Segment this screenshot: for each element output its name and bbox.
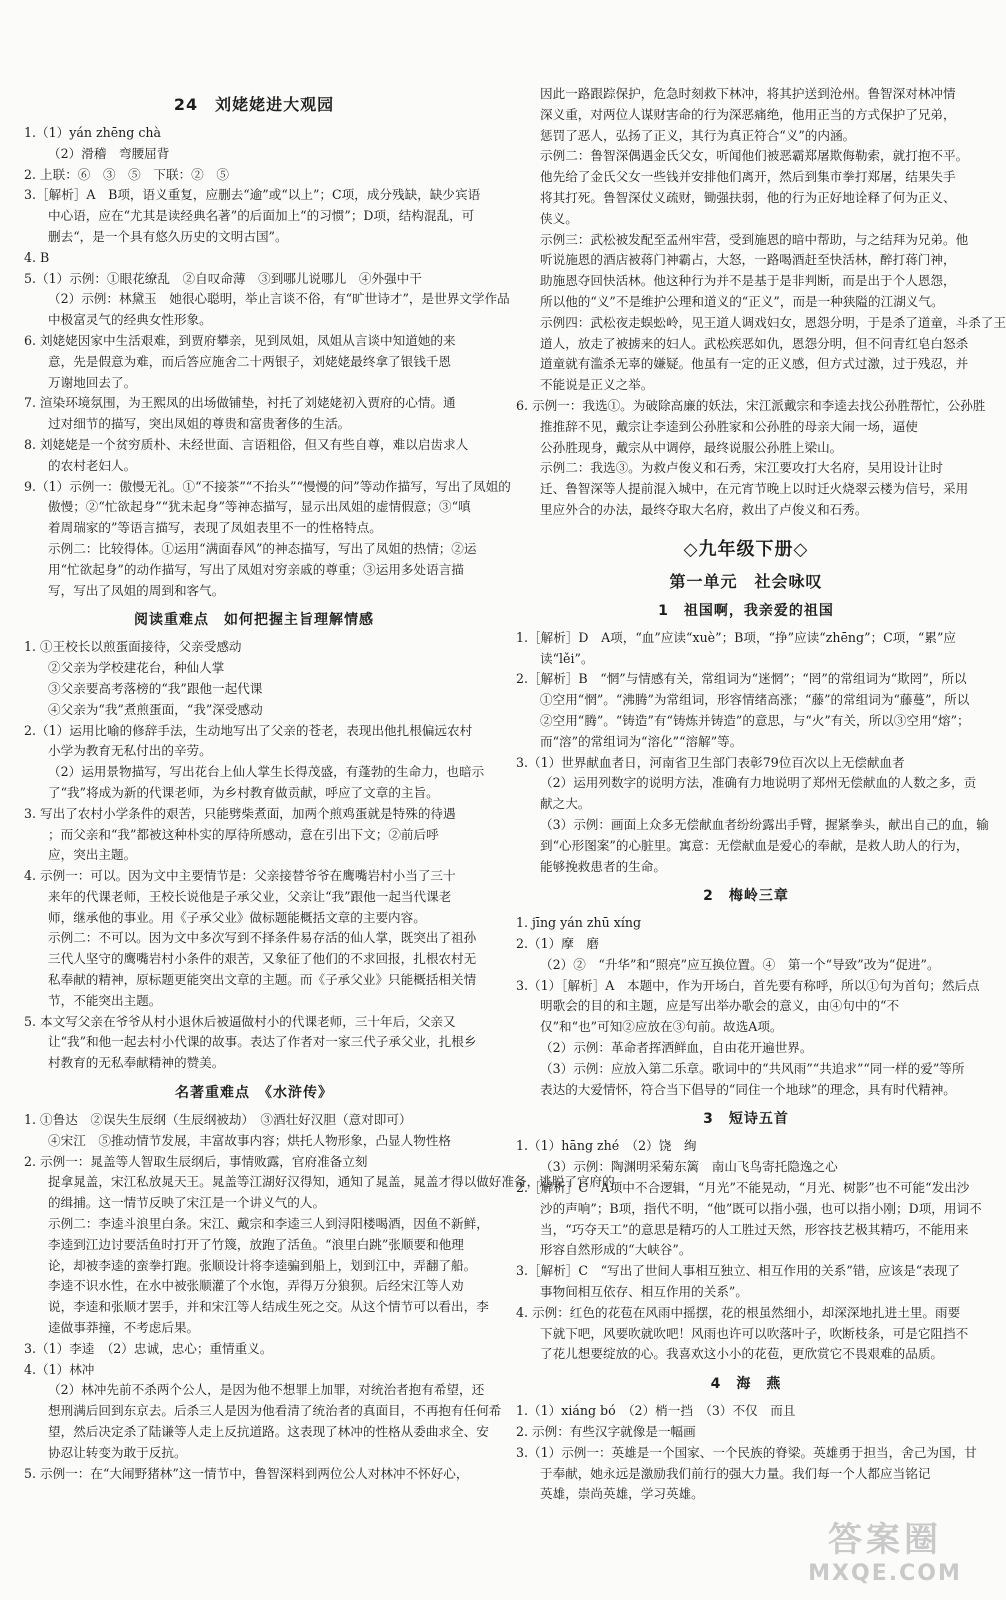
answer-line: 想刑满后回到东京去。后杀三人是因为他看清了统治者的真面目，不再抱有任何希 xyxy=(48,1403,502,1419)
answer-line: 3.（1）示例一：英雄是一个国家、一个民族的脊梁。英雄勇于担当，舍己为国，甘 xyxy=(516,1444,977,1460)
answer-line: 写，写出了凤姐的周到和客气。 xyxy=(48,582,225,598)
right-answers-shuihu-cont xyxy=(516,84,1006,521)
answer-line: 2.（1）摩 磨 xyxy=(516,936,599,952)
answer-line: 节，不能突出主题。 xyxy=(48,992,162,1008)
answer-line: 里应外合的办法，最终夺取大名府，救出了卢俊义和石秀。 xyxy=(540,501,868,517)
answer-line: 2.［解析］C A项中不合逻辑，“月光”不能晃动，“月光、树影”也不可能“发出沙 xyxy=(516,1180,970,1196)
answer-line: 协忍让转变为敢于反抗。 xyxy=(48,1444,187,1460)
answer-line: （2）运用列数字的说明方法，准确有力地说明了郑州无偿献血的人数之多，贡 xyxy=(540,775,977,791)
answer-line: 1. ①王校长以煎蛋面接待，父亲受感动 xyxy=(24,639,242,655)
answer-line: 3.（1）［解析］A 本题中，作为开场白，首先要有称呼，所以①句为首句；然后点 xyxy=(516,977,980,993)
right-answers-lesson1 xyxy=(516,628,989,878)
answer-line: 7. 渲染环境氛围，为王熙凤的出场做铺垫，衬托了刘姥姥初入贾府的心情。通 xyxy=(24,395,456,411)
answer-line: ①空用“惘”。“沸腾”为常组词，形容情绪高涨；“藤”的常组词为“藤蔓”，所以 xyxy=(540,692,970,708)
answer-line: 4.（1）林冲 xyxy=(24,1361,95,1377)
answer-line: 9.（1）示例一：傲慢无礼。①“不接茶”“不抬头”“慢慢的问”等动作描写，写出了凤姐的 xyxy=(24,478,511,494)
answer-line: 3.［解析］C “写出了世间人事相互独立、相互作用的关系”错，应该是“表现了 xyxy=(516,1263,960,1279)
answer-line: （2）示例：革命者挥洒鲜血，自由花开遍世界。 xyxy=(540,1040,813,1056)
answer-line: 3.（1）李逵 （2）忠诚，忠心；重情重义。 xyxy=(24,1340,273,1356)
answer-line: 万谢地回去了。 xyxy=(48,374,137,390)
answer-line: 推推辞不见，戴宗让李逵到公孙胜家和公孙胜的母亲大闹一场，逼使 xyxy=(540,418,918,434)
unit-title: 第一单元 社会咏叹 xyxy=(669,571,823,591)
answer-line: 5.（1）示例：①眼花缭乱 ②自叹命薄 ③到哪儿说哪儿 ④外强中干 xyxy=(24,270,422,286)
answer-line: 示例二：李逵斗浪里白条。宋江、戴宗和李逵三人到浔阳楼喝酒，因鱼不新鲜， xyxy=(48,1216,489,1232)
answer-line: 示例三：武松被发配至孟州牢营，受到施恩的暗中帮助，与之结拜为兄弟。他 xyxy=(540,231,969,247)
answer-line: 了“我”将成为新的代课老师，为乡村教育做贡献，呼应了文章的主旨。 xyxy=(48,784,439,800)
answer-line: 的缉捕。这一情节反映了宋江是一个讲义气的人。 xyxy=(48,1195,326,1211)
answer-line: 当，“巧夺天工”的意思是精巧的人工胜过天然，形容技艺极其精巧，不能用来 xyxy=(540,1221,969,1237)
answer-line: 迁、鲁智深等人提前混入城中，在元宵节晚上以时迁火烧翠云楼为信号，采用 xyxy=(540,481,969,497)
section-title-reading: 阅读重难点 如何把握主旨理解情感 xyxy=(134,612,374,629)
answer-line: 1.［解析］D A项，“血”应读“xuè”；B项，“挣”应读“zhēng”；C项，“累”应 xyxy=(516,629,956,645)
answer-line: 道人，放走了被掳来的妇人。武松疾恶如仇，恩怨分明，但不问青红皂白怒杀 xyxy=(540,335,969,351)
section-title-shuihu: 名著重难点 《水浒传》 xyxy=(175,1085,333,1102)
answer-line: 私奉献的精神，原标题更能突出文章的主题。而《子承父业》只能概括相关情 xyxy=(48,972,477,988)
answer-line: 4. 示例：红色的花苞在风雨中摇摆，花的根虽然细小，却深深地扎进土里。雨要 xyxy=(516,1304,961,1320)
left-answers-24 xyxy=(24,123,511,601)
watermark-top: 答案圈 xyxy=(828,1520,942,1560)
answer-line: 捉拿晁盖，宋江私放晁天王。晁盖等江湖好汉得知，通知了晁盖，晁盖才得以做好准备，逃脱了官府的 xyxy=(48,1174,615,1190)
answer-line: 深义重，对两位人谋财害命的行为深恶痛绝，他用正当的方式保护了兄弟， xyxy=(540,106,956,122)
answer-line: 6. 刘姥姥因家中生活艰难，到贾府攀亲，见到凤姐，凤姐从言谈中知道她的来 xyxy=(24,332,456,348)
answer-line: 因此一路跟踪保护，危急时刻救下林冲，将其护送到沧州。鲁智深对林冲情 xyxy=(540,86,956,101)
lesson-title-2: 2 梅岭三章 xyxy=(703,888,789,905)
answer-line: 读“lěi”。 xyxy=(540,650,594,666)
answer-line: 望，然后决定杀了陆谦等人走上反抗道路。这表现了林冲的性格从委曲求全、安 xyxy=(48,1424,489,1440)
answer-line: 中心语，应在“尤其是读经典名著”的后面加上“的习惯”；D项，结构混乱，可 xyxy=(48,208,475,224)
answer-line: 了花儿想要绽放的心。我喜欢这小小的花苞，更欣赏它不畏艰难的品质。 xyxy=(540,1346,943,1362)
answer-line: 用“忙欲起身”的动作描写，写出了凤姐对穷亲戚的尊重；③运用多处语言描 xyxy=(48,561,464,577)
right-answers-lesson3 xyxy=(516,1136,982,1365)
answer-line: （3）示例：画面上众多无偿献血者纷纷露出手臂，握紧拳头，献出自己的血，输 xyxy=(540,816,989,832)
answer-line: 下就下吧，风要吹就吹吧！风雨也许可以吹落叶子，吹断枝条，可是它阻挡不 xyxy=(540,1325,969,1341)
answer-line: 道童就有滥杀无辜的嫌疑。他虽有一定的正义感，但方式过激，过于残忍，并 xyxy=(540,356,969,372)
answer-line: 师，继承他的事业。用《子承父业》做标题能概括文章的主要内容。 xyxy=(48,909,426,925)
answer-line: 侠义。 xyxy=(540,210,578,226)
answer-line: 4. B xyxy=(24,249,50,265)
answer-line: 3. 写出了农村小学条件的艰苦，只能劈柴煮面，加两个煎鸡蛋就是特殊的待遇 xyxy=(24,805,456,821)
answer-line: 1.（1）xiáng bó （2）梢一挡 （3）不仅 而且 xyxy=(516,1403,796,1419)
lesson-title-4: 4 海 燕 xyxy=(710,1376,782,1393)
answer-line: 1.（1）yán zhēng chà xyxy=(24,125,162,140)
answer-line: 示例四：武松夜走蜈蚣岭，见王道人调戏妇女，恩怨分明，于是杀了道童，斗杀了王 xyxy=(540,314,1006,330)
answer-line: （3）示例：陶渊明采菊东篱 南山飞鸟寄托隐逸之心 xyxy=(540,1159,838,1175)
answer-line: 的农村老妇人。 xyxy=(48,457,137,473)
answer-line: 8. 刘姥姥是一个贫穷质朴、未经世面、言语粗俗，但又有些自尊，难以启齿求人 xyxy=(24,436,469,452)
answer-line: 而“溶”的常组词为“溶化”“溶解”等。 xyxy=(540,733,743,749)
answer-line: 李逵到江边讨要活鱼时打开了竹篾，放跑了活鱼。“浪里白跳”张顺要和他理 xyxy=(48,1236,464,1252)
answer-line: （2）示例：林黛玉 她很心聪明，举止言谈不俗，有“旷世诗才”，是世界文学作品 xyxy=(48,291,510,307)
answer-line: 表达的大爱情怀，符合当下倡导的“同住一个地球”的理念，具有时代精神。 xyxy=(540,1081,956,1097)
answer-line: 明歌会的目的和主题，应是写出举办歌会的意义，由④句中的“不 xyxy=(540,998,900,1014)
answer-line: 中极富灵气的经典女性形象。 xyxy=(48,312,212,328)
answer-line: ②父亲为学校建花台，种仙人掌 xyxy=(48,660,225,676)
answer-line: ；而父亲和“我”都被这种朴实的厚待所感动，意在引出下文；②前后呼 xyxy=(48,826,439,842)
answer-line: 论，却被李逵的蛮拳打跑。张顺设计将李逵骗到船上，划到江中，弄翻了船。 xyxy=(48,1257,477,1273)
answer-line: 4. 示例一：可以。因为文中主要情节是：父亲接替爷爷在鹰嘴岩村小当了三十 xyxy=(24,868,456,884)
answer-line: 2.［解析］B “惘”与情感有关，常组词为“迷惘”；“罔”的常组词为“欺罔”，所以 xyxy=(516,671,967,687)
answer-line: 3.（1）世界献血者日，河南省卫生部门表彰79位百次以上无偿献血者 xyxy=(516,754,905,770)
answer-line: 助施恩夺回快活林。他这种行为并不是基于是非判断，而是出于个人恩怨， xyxy=(540,273,956,289)
grade-title: ◇九年级下册◇ xyxy=(683,538,809,560)
answer-line: 示例二：比较得体。①运用“满面春风”的神态描写，写出了凤姐的热情；②运 xyxy=(48,540,477,556)
answer-line: 着周瑞家的”等语言描写，表现了凤姐表里不一的性格特点。 xyxy=(48,520,382,536)
answer-line: 能够挽救患者的生命。 xyxy=(540,858,666,874)
answer-line: 2. 示例：有些汉字就像是一幅画 xyxy=(516,1424,696,1440)
answer-line: 意，先是假意为难，而后答应施舍二十两银子，刘姥姥最终拿了银钱千恩 xyxy=(48,353,451,369)
answer-line: 李逵不识水性，在水中被张顺灌了个水饱，弄得万分狼狈。后经宋江等人劝 xyxy=(48,1278,464,1294)
answer-line: 说，李逵和张顺才罢手，并和宋江等人结成生死之交。从这个情节可以看出，李 xyxy=(48,1299,489,1315)
answer-line: 所以他的“义”不是维护公理和道义的“正义”，而是一种狭隘的江湖义气。 xyxy=(540,293,944,309)
answer-line: （2）滑稽 弯腰屈背 xyxy=(48,145,170,161)
right-column xyxy=(516,84,1006,1505)
watermark-logo xyxy=(790,1512,980,1586)
answer-line: ④宋江 ⑤推动情节发展，丰富故事内容；烘托人物形象，凸显人物性格 xyxy=(48,1132,451,1148)
answer-line: 1.（1）hāng zhé （2）饶 绚 xyxy=(516,1138,697,1154)
answer-line: 他先给了金氏父女一些钱并安排他们离开，然后到集市拳打郑屠，结果失手 xyxy=(540,169,956,185)
answer-line: 沙的声响”；B项，指代不明，“他”既可以指小强，也可以指小刚；D项，用词不 xyxy=(540,1200,982,1216)
answer-line: 示例二：不可以。因为文中多次写到不择条件易存活的仙人掌，既突出了祖孙 xyxy=(48,930,477,946)
answer-line: ④父亲为“我”煮煎蛋面，“我”深受感动 xyxy=(48,701,263,717)
answer-line: （2）林冲先前不杀两个公人，是因为他不想罪上加罪，对统治者抱有希望，还 xyxy=(48,1382,485,1398)
answer-line: 将其打死。鲁智深仗义疏财，锄强扶弱，他的行为正好地诠释了何为正义、 xyxy=(540,189,956,205)
answer-line: 5. 本文写父亲在爷爷从村小退休后被逼做村小的代课老师，三十年后，父亲又 xyxy=(24,1013,456,1029)
answer-line: 事物间相互依存、相互作用的关系”。 xyxy=(540,1284,748,1300)
answer-line: 仅”和“也”可知②应放在③句前。故选A项。 xyxy=(540,1019,783,1035)
answer-line: ②空用“腾”。“铸造”有“铸炼并铸造”的意思，与“火”有关，所以③空用“熔”； xyxy=(540,712,970,728)
answer-line: 2. 上联：⑥ ③ ⑤ 下联：② ⑤ xyxy=(24,166,229,182)
answer-line: 三代人坚守的鹰嘴岩村小条件的艰苦，又象征了他们的不求回报，扎根农村无 xyxy=(48,951,477,967)
answer-line: 示例二：我选③。为救卢俊义和石秀，宋江要攻打大名府，吴用设计让时 xyxy=(540,460,943,476)
answer-line: 来年的代课老师，王校长说他是子承父业，父亲让“我”跟他一起当代课老 xyxy=(48,888,452,904)
answer-line: 不能说是正义之举。 xyxy=(540,377,654,393)
answer-line: ③父亲要高考落榜的“我”跟他一起代课 xyxy=(48,680,263,696)
answer-line: 于奉献，她永远是激励我们前行的强大力量。我们每一个人都应当铭记 xyxy=(540,1465,931,1481)
lesson-title-1: 1 祖国啊，我亲爱的祖国 xyxy=(658,602,834,619)
answer-line: 5. 示例一：在“大闹野猪林”这一情节中，鲁智深料到两位公人对林冲不怀好心， xyxy=(24,1465,469,1481)
right-answers-lesson4 xyxy=(516,1401,976,1505)
answer-line: 村教育的无私奉献精神的赞美。 xyxy=(48,1055,225,1071)
left-answers-reading xyxy=(24,637,484,1074)
answer-line: 3.［解析］A B项，语义重复，应删去“逾”或“以上”；C项，成分残缺，缺少宾语 xyxy=(24,187,481,203)
answer-line: 英雄，崇尚英雄，学习英雄。 xyxy=(540,1486,704,1502)
answer-line: 示例二：鲁智深偶遇金氏父女，听闻他们被恶霸郑屠欺侮勒索，就打抱不平。 xyxy=(540,148,969,164)
answer-line: 1. jīng yán zhū xíng xyxy=(516,915,642,931)
answer-line: （2）② “升华”和“照亮”应互换位置。④ 第一个“导致”改为“促进”。 xyxy=(540,956,940,972)
answer-line: 2.（1）运用比喻的修辞手法，生动地写出了父亲的苍老，表现出他扎根偏远农村 xyxy=(24,722,473,738)
answer-line: 1. ①鲁达 ②误失生辰纲（生辰纲被劫） ③酒壮好汉胆（意对即可） xyxy=(24,1112,412,1128)
watermark-bottom: MXQE.COM xyxy=(808,1561,962,1586)
answer-line: （2）运用景物描写，写出花台上仙人掌生长得茂盛，有蓬勃的生命力，也暗示 xyxy=(48,764,485,780)
answer-line: 献之大。 xyxy=(540,796,591,812)
lesson-title-3: 3 短诗五首 xyxy=(703,1111,789,1128)
right-answers-lesson2 xyxy=(516,913,980,1100)
answer-line: 小学为教育无私付出的辛劳。 xyxy=(48,743,212,759)
section-title-24: 24 刘姥姥进大观园 xyxy=(173,95,335,114)
answer-line: 惩罚了恶人，弘扬了正义，其行为真正符合“义”的内涵。 xyxy=(540,127,856,143)
answer-line: 应，突出主题。 xyxy=(48,847,137,863)
answer-line: 删去“，是一个具有悠久历史的文明古国”。 xyxy=(48,228,288,244)
answer-line: （3）示例：应放入第二乐章。歌词中的“共风雨”“共追求”“同一样的爱”等所 xyxy=(540,1060,965,1076)
answer-line: 傲慢；②“忙欲起身”“犹未起身”等神态描写，显示出凤姐的虚情假意；③“嗔 xyxy=(48,499,471,515)
answer-line: 听说施恩的酒店被蒋门神霸占，大怒，一路喝酒赶至快活林，醉打蒋门神， xyxy=(540,252,956,268)
answer-line: 逵做事莽撞，不考虑后果。 xyxy=(48,1320,200,1336)
answer-line: 过对细节的描写，突出凤姐的尊贵和富贵奢侈的生活。 xyxy=(48,416,351,432)
answer-line: 2. 示例一：晁盖等人智取生辰纲后，事情败露，官府准备立刻 xyxy=(24,1153,368,1169)
answer-line: 形容自然形成的“大峡谷”。 xyxy=(540,1242,692,1258)
answer-line: 到“心形图案”的心脏里。寓意：无偿献血是爱心的奉献，是救人助人的行为， xyxy=(540,837,969,853)
answer-line: 6. 示例一：我选①。为破除高廉的妖法，宋江派戴宗和李逵去找公孙胜帮忙，公孙胜 xyxy=(516,397,986,413)
answer-line: 公孙胜现身，戴宗从中调停，最终说服公孙胜上梁山。 xyxy=(540,439,843,455)
answer-line: 让“我”和他一起去村小代课的故事。表达了作者对一家三代子承父业，扎根乡 xyxy=(48,1034,477,1050)
